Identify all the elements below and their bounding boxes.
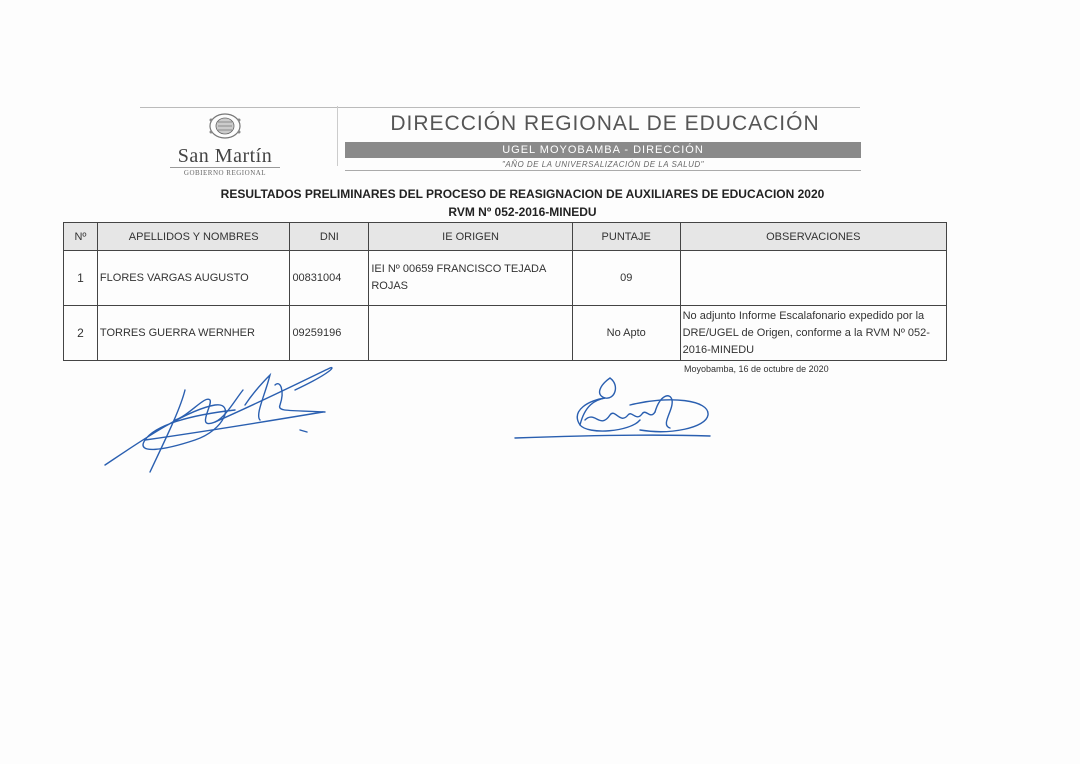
- document-subtitle: RVM Nº 052-2016-MINEDU: [448, 205, 597, 219]
- table-header-row: [64, 223, 947, 251]
- row-observations: No adjunto Informe Escalafonario expedido por la DRE/UGEL de Origen, conforme a la RVM Nº 052-2016-MINEDU: [680, 306, 946, 361]
- row-num: 1: [64, 251, 98, 306]
- row-score: No Apto: [572, 306, 680, 361]
- year-motto: "AÑO DE LA UNIVERSALIZACIÓN DE LA SALUD": [345, 160, 861, 171]
- organization-title: DIRECCIÓN REGIONAL DE EDUCACIÓN: [390, 112, 820, 135]
- signature-left: [95, 360, 345, 480]
- row-dni: 09259196: [290, 306, 369, 361]
- header-dni: DNI: [290, 223, 369, 251]
- row-name: FLORES VARGAS AUGUSTO: [97, 251, 290, 306]
- unit-banner: UGEL MOYOBAMBA - DIRECCIÓN: [345, 142, 861, 158]
- header-observations: OBSERVACIONES: [680, 223, 946, 251]
- header-num: Nº: [64, 223, 98, 251]
- header-name: APELLIDOS Y NOMBRES: [97, 223, 290, 251]
- row-origin: [369, 306, 572, 361]
- row-name: TORRES GUERRA WERNHER: [97, 306, 290, 361]
- regional-government-logo: [160, 112, 290, 177]
- header-origin: IE ORIGEN: [369, 223, 572, 251]
- table-row: [64, 306, 947, 361]
- document-title: RESULTADOS PRELIMINARES DEL PROCESO DE REASIGNACION DE AUXILIARES DE EDUCACION 2020: [220, 187, 825, 201]
- header-top-rule: [140, 107, 860, 108]
- row-origin: IEI Nº 00659 FRANCISCO TEJADA ROJAS: [369, 251, 572, 306]
- header-score: PUNTAJE: [572, 223, 680, 251]
- results-table: [63, 222, 947, 361]
- logo-subtitle: GOBIERNO REGIONAL: [170, 167, 280, 177]
- logo-name: San Martín: [177, 145, 273, 167]
- row-num: 2: [64, 306, 98, 361]
- coat-of-arms-icon: [205, 112, 245, 140]
- signature-right: [510, 370, 720, 460]
- table-row: [64, 251, 947, 306]
- row-observations: [680, 251, 946, 306]
- document-date: Moyobamba, 16 de octubre de 2020: [684, 364, 829, 374]
- row-score: 09: [572, 251, 680, 306]
- header-divider: [337, 106, 338, 166]
- row-dni: 00831004: [290, 251, 369, 306]
